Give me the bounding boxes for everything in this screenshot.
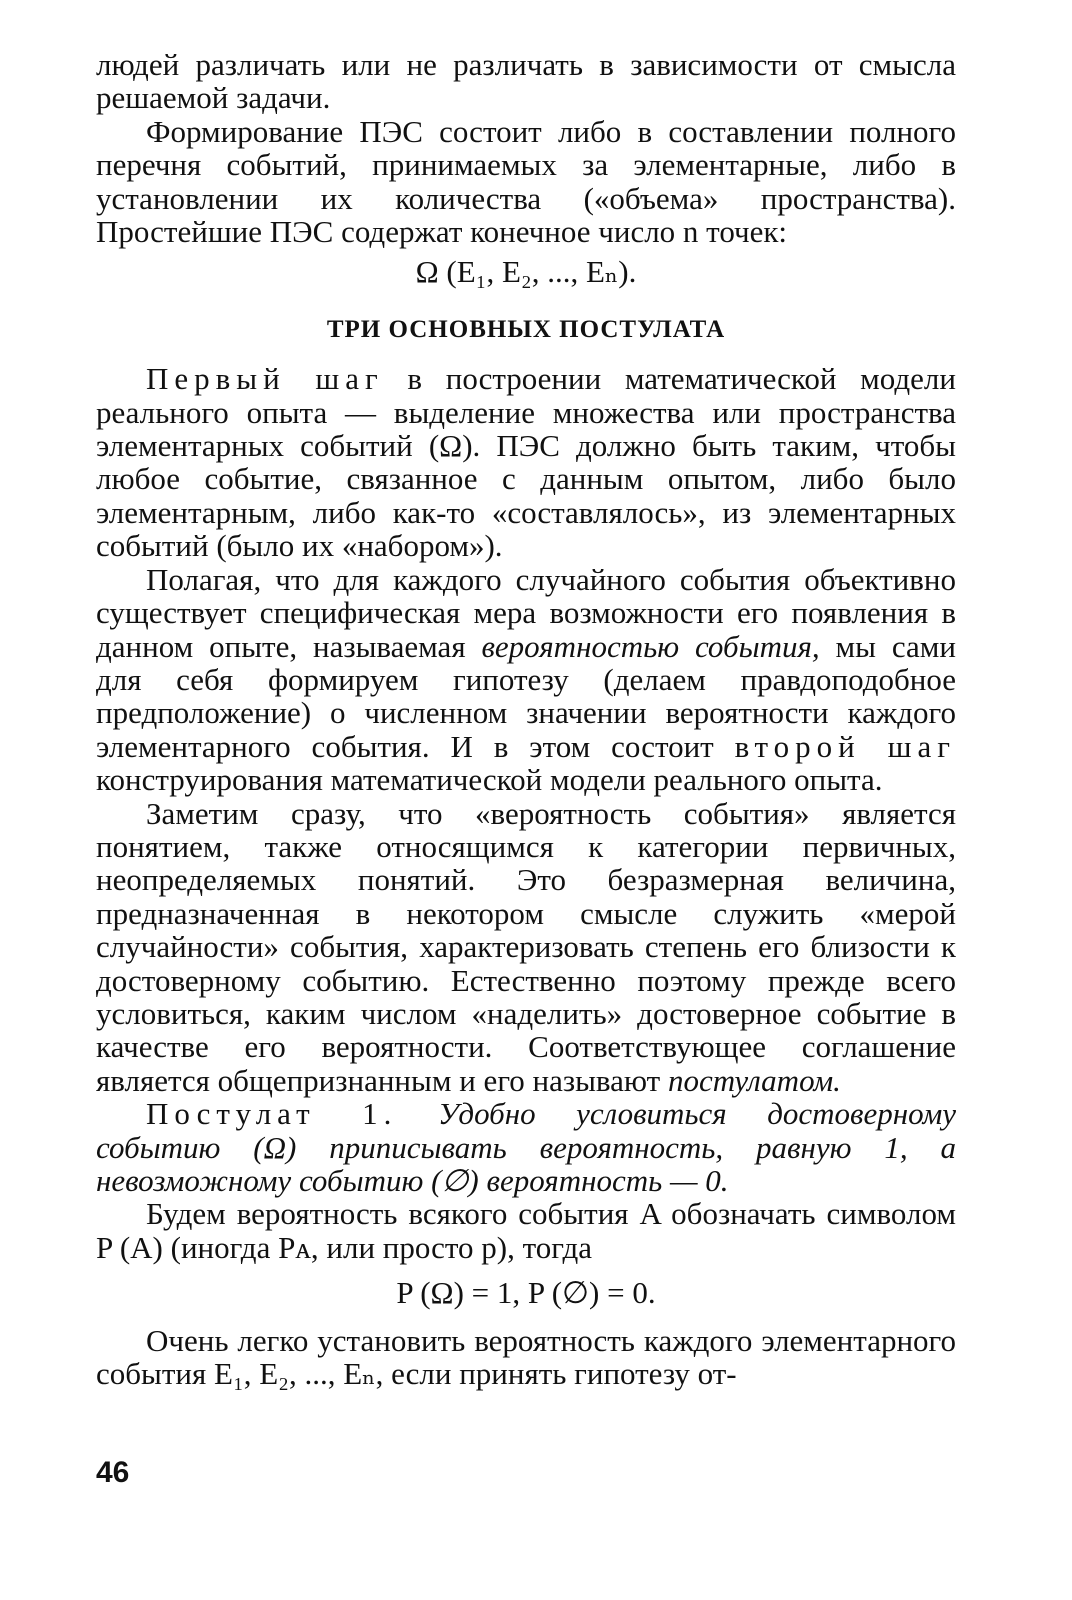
paragraph-second-step (96, 563, 956, 797)
paragraph-notation: Будем вероятность всякого события A обозначать символом P (A) (иногда Pᴀ, или просто p), тогда (96, 1196, 956, 1265)
paragraph-first-step-text: в построении математической модели реального опыта — выделение множества или пространства элементарных событий (Ω). ПЭС должно быть таким, чтобы любое событие, связанное с данным опытом, либо было элементарным, либо как-то «составлялось», из элементарных событий (было их «набором»). (96, 361, 956, 564)
paragraph-second-step-text-c: конструирования математической модели реального опыта. (96, 762, 883, 798)
spaced-term-second-step: второй шаг (734, 728, 956, 764)
paragraph-probability-note-text: Заметим сразу, что «вероятность события» является понятием, также относящимся к категории первичных, неопределяемых понятий. Это безразмерная величина, предназначенная в некотором смысле служить «мерой случайности» события, характеризовать степень его близости к достоверному событию. Естественно поэтому прежде всего условиться, каким числом «наделить» достоверное событие в качестве его вероятности. Соответствующее соглашение является общепризнанным и его называют (96, 795, 956, 1098)
formula-omega-space: Ω (E₁, E₂, ..., Eₙ). (415, 254, 637, 290)
italic-term-probability: вероятностью события, (481, 628, 820, 664)
italic-term-postulate: постулатом. (667, 1062, 841, 1098)
section-heading: ТРИ ОСНОВНЫХ ПОСТУЛАТА (326, 315, 726, 343)
paragraph-probability-note (96, 797, 956, 1098)
paragraph-elementary-events: Очень легко установить вероятность каждого элементарного события E₁, E₂, ..., Eₙ, если принять гипотезу от- (96, 1322, 956, 1392)
paragraph-pes-formation: Формирование ПЭС состоит либо в составлении полного перечня событий, принимаемых за элементарные, либо в установлении их количества («объема» пространства). Простейшие ПЭС содержат конечное число n точек: (96, 113, 956, 250)
paragraph-second-step-text-a: Полагая, что для каждого случайного события объективно существует специфическая мера возможности его появления в данном опыте, называемая (96, 561, 956, 664)
spaced-term-first-step: Первый шаг (146, 361, 384, 397)
paragraph-continuation: людей различать или не различать в зависимости от смысла решаемой задачи. (96, 47, 956, 116)
paragraph-second-step-text-b: мы сами для себя формируем гипотезу (делаем правдоподобное предположение) о численном значении вероятности каждого элементарного события. И в этом состоит (96, 628, 956, 764)
page-body (96, 48, 956, 1390)
formula-probability-bounds: P (Ω) = 1, P (∅) = 0. (396, 1275, 656, 1311)
spaced-term-postulate-1: Постулат 1. (146, 1096, 398, 1132)
page-number: 46 (96, 1456, 130, 1489)
paragraph-first-step (96, 362, 956, 562)
paragraph-postulate-1 (96, 1097, 956, 1197)
italic-postulate-1-statement: Удобно условиться достоверному событию (Ω) приписывать вероятность, равную 1, а невозможному событию (∅) вероятность — 0. (96, 1096, 956, 1198)
